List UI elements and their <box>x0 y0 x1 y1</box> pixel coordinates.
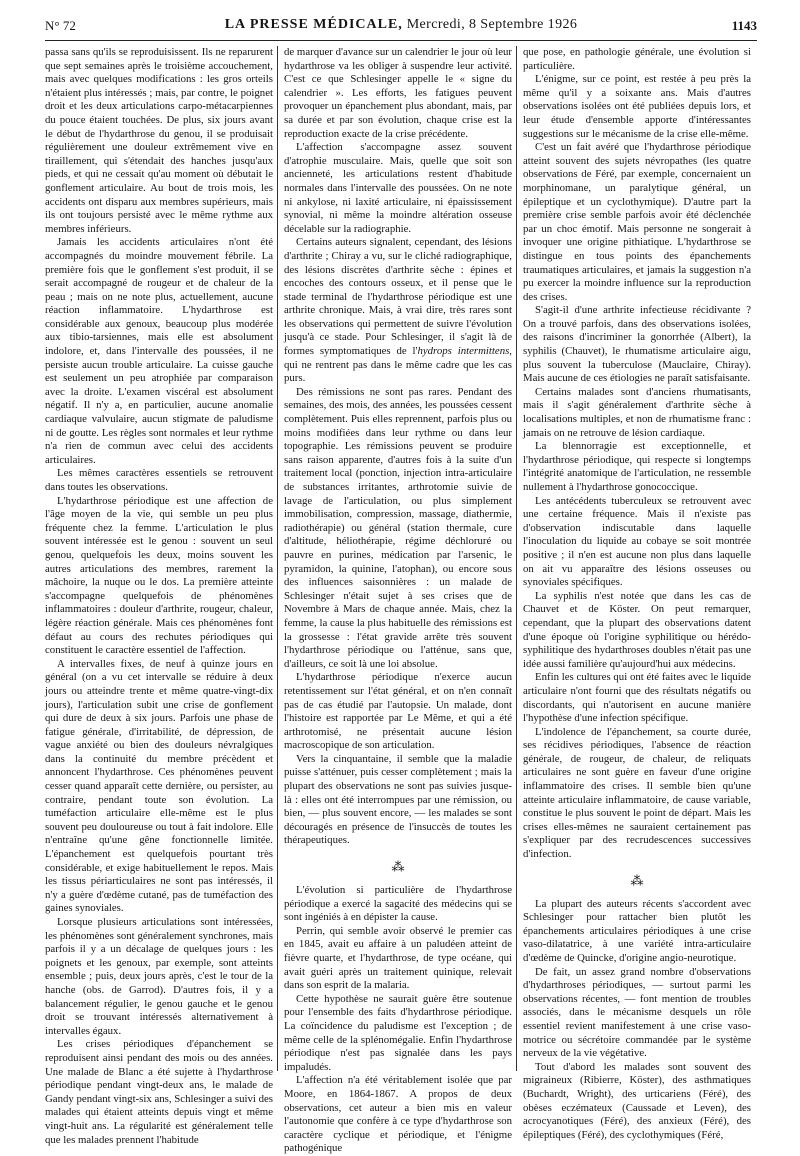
text-run: Certains auteurs signalent, cependant, des lésions d'arthrite ; Chiray a vu, sur le cliché radiographique, des lésions discrètes d'arthrite sèche : épines et encoches des contours osseux, et il pense que le stade terminal de l'hydarthrose périodique est une arthrite chronique. Mais, à vrai dire, très rares sont les observations qui permettent de suivre l'évolution jusqu'à ce stade. Pour Schlesinger, il s'agit là de formes symptomatiques de l' <box>284 236 512 358</box>
paragraph: Enfin les cultures qui ont été faites avec le liquide articulaire n'ont fourni que des résultats négatifs ou discordants, qui n'autorisent en aucune manière l'hypothèse d'une infection spécifique. <box>523 671 751 725</box>
paragraph: La plupart des auteurs récents s'accordent avec Schlesinger pour rattacher bien plutôt les épanchements articulaires périodiques à une crise vaso-dilatatrice, à une variété intra-articulaire d'œdème de Quincke, d'origine angio-neurotique. <box>523 897 751 964</box>
paragraph: Cette hypothèse ne saurait guère être soutenue pour l'ensemble des faits d'hydarthrose périodique. La coïncidence du paludisme est l'exception ; de même celle de la splénomégalie. Enfin l'hydarthrose périodique n'est pas signalée dans les pays impaludés. <box>284 992 512 1073</box>
paragraph: La syphilis n'est notée que dans les cas de Chauvet et de Köster. On peut remarquer, cependant, que la plupart des observations datent d'une époque où l'origine syphilitique ou hérédo-syphilitique des hydarthroses doubles n'était pas une idée aussi familière qu'aujourd'hui aux médecins. <box>523 589 751 670</box>
issue-date: Mercredi, 8 Septembre 1926 <box>402 17 578 32</box>
paragraph: Vers la cinquantaine, il semble que la maladie puisse s'atténuer, puis cesser complètement ; mais la plupart des observations ne sont pas suivies jusque-là : elles ont été interrompues par une rémission, ou bien, — plus souvent encore, — les malades se sont découragés en présence de l'insuccès de toutes les thérapeutiques. <box>284 752 512 847</box>
issue-number: N° 72 <box>45 18 76 33</box>
column-3 <box>523 46 751 1141</box>
paragraph: L'affection s'accompagne assez souvent d'atrophie musculaire. Mais, quelle que soit son ancienneté, les articulations restent d'habitude normales dans l'intervalle des poussées. On ne note ni ankylose, ni laxité articulaire, ni épaississement synovial, ni même la moindre altération osseuse décelable sur la radiographie. <box>284 141 512 235</box>
paragraph: L'évolution si particulière de l'hydarthrose périodique a exercé la sagacité des médecins qui se sont ingéniés à en dépister la cause. <box>284 884 512 924</box>
paragraph: Lorsque plusieurs articulations sont intéressées, les phénomènes sont généralement synchrones, mais parfois il y a un décalage de quelques jours : les poignets et les genoux, par exemple, sont atteints ensemble ; puis, deux jours après, c'est le tour de la hanche (obs. de Garrod). D'autres fois, il y a balancement régulier, le genou gauche et le genou droit se trouvant intéressés alternativement à intervalles égaux. <box>45 916 273 1037</box>
paragraph: L'énigme, sur ce point, est restée à peu près la même qu'il y a soixante ans. Mais d'autres observations isolées ont été publiées depuis lors, et leur étude d'ensemble apporte d'intéressantes suggestions sur le mécanisme de la crise elle-même. <box>523 73 751 140</box>
italic-term: hydrops intermittens <box>417 345 510 358</box>
paragraph: Les crises périodiques d'épanchement se reproduisent ainsi pendant des mois ou des années. Une malade de Blanc a été sujette à l'hydarthrose périodique pendant vingt-deux ans, le malade de Gandy pendant vingt-six ans, Schlesinger a suivi des malades qui étaient atteints depuis vingt et même vingt-huit ans. La régularité est généralement telle que les malades prennent l'habitude <box>45 1038 273 1146</box>
page-header <box>45 14 757 41</box>
paragraph: S'agit-il d'une arthrite infectieuse récidivante ? On a trouvé parfois, dans des observations isolées, des raisons d'incriminer la gonorrhée (Albert), la syphilis (Chauvet), le rhumatisme articulaire aigu, plus souvent la tuberculose (Mauclaire, Chiray). Mais aucune de ces étiologies ne paraît satisfaisante. <box>523 304 751 385</box>
paragraph: L'affection n'a été véritablement isolée que par Moore, en 1864-1867. A propos de deux observations, cet auteur a bien mis en valeur l'autonomie que confère à ce type d'hydarthrose son caractère cyclique et périodique, et l'énigme pathogénique <box>284 1074 512 1155</box>
paragraph: A intervalles fixes, de neuf à quinze jours en général (on a vu cet intervalle se réduire à deux jours ou atteindre trente et même quatre-vingt-dix jours), l'articulation subit une crise de gonflement qui dure de deux à six jours. Parfois une phase de fatigue générale, d'irritabilité, de dépression, de vague anxiété ou bien des douleurs névralgiques dans la continuité du membre précèdent et annoncent l'hydarthrose. Ces phénomènes peuvent cesser quand apparaît cette dernière, ou persister, au contraire, pendant toute son évolution. La tuméfaction articulaire elle-même est le plus souvent peu douloureuse ou tout à fait indolore. Elle n'entraîne qu'une gêne fonctionnelle limitée. L'épanchement est quelquefois pourtant très considérable, et exige habituellement le repos. Mais les tissus périarticulaires ne sont pas intéressés, il n'y a guère d'œdème cutané, pas de tuméfaction des gaines synoviales. <box>45 657 273 915</box>
paragraph: Les mêmes caractères essentiels se retrouvent dans toutes les observations. <box>45 467 273 493</box>
column-rule-left <box>277 46 278 1071</box>
paragraph: La blennorragie est exceptionnelle, et l'hydarthrose périodique, qui respecte si longtemps l'intégrité anatomique de l'articulation, ne ressemble nullement à l'hydarthrose gonococcique. <box>523 440 751 493</box>
section-separator: ⁂ <box>630 872 644 888</box>
paragraph: Jamais les accidents articulaires n'ont été accompagnés du moindre mouvement fébrile. La première fois que le gonflement s'est produit, il se serait accompagné de rougeur et de chaleur de la peau ; mais on ne note plus, actuellement, aucune réaction inflammatoire. L'hydarthrose est considérable aux genoux, beaucoup plus modérée aux tibio-tarsiennes, mais elle est absolument indolore, et, dans l'intervalle des poussées, il ne persiste aucun trouble articulaire. La cuisse gauche est seulement un peu atrophiée par comparaison avec la droite. L'examen viscéral est absolument négatif. Il n'y a, en particulier, aucune anomalie cardiaque valvulaire, aucun stigmate de paludisme ni de goutte. Les règles sont normales et leur rythme n'a rien de commun avec celui des accidents articulaires. <box>45 236 273 466</box>
column-1 <box>45 46 273 1146</box>
paragraph: De fait, un assez grand nombre d'observations d'hydarthroses périodiques, — surtout parmi les observations récentes, — font mention de troubles associés, dans le mécanisme desquels un rôle essentiel revient manifestement à une crise vaso-motrice ou sécrétoire commandée par le système nerveux de la vie végétative. <box>523 965 751 1060</box>
paragraph: de marquer d'avance sur un calendrier le jour où leur hydarthrose va les obliger à suspendre leur activité. C'est ce que Schlesinger appelle le « signe du calendrier ». Les efforts, les fatigues peuvent provoquer un épanchement plus abondant, mais, par sa durée et par son évolution, chaque crise est la reproduction exacte de la crise précédente. <box>284 46 512 140</box>
page-number: 1143 <box>731 18 757 33</box>
paragraph: C'est un fait avéré que l'hydarthrose périodique atteint souvent des sujets névropathes (les quatre observations de Féré, par exemple, concernaient un morphinomane, un paralytique général, un épileptique et un cyclothymique). D'autre part la première crise semble parfois avoir été déclenchée par un choc émotif. Mais personne ne songerait à invoquer une origine pithiatique. L'hydarthrose se distingue en tous points des épanchements traumatiques articulaires, et jamais la suggestion n'a pu exercer la moindre influence sur la reproduction des crises. <box>523 141 751 303</box>
paragraph: L'hydarthrose périodique est une affection de l'âge moyen de la vie, qui semble un peu plus fréquente chez la femme. L'articulation le plus souvent intéressée est le genou : souvent un seul genou, quelquefois les deux, moins souvent les autres articulations des membres, rarement la mâchoire, la nuque ou le dos. La première atteinte s'accompagne quelquefois de phénomènes inflammatoires : douleur d'arthrite, rougeur, chaleur, légère réaction générale. Mais ces phénomènes font défaut au cours des rechutes périodiques qui constituent le caractère essentiel de l'affection. <box>45 494 273 657</box>
paragraph <box>284 236 512 386</box>
paragraph: que pose, en pathologie générale, une évolution si particulière. <box>523 46 751 72</box>
paragraph: Certains malades sont d'anciens rhumatisants, mais il s'agit généralement d'arthrite sèche à localisations multiples, et non de rhumatisme franc : jamais on ne retrouve de lésion cardiaque. <box>523 385 751 439</box>
paragraph: passa sans qu'ils se reproduisissent. Ils ne reparurent que sept semaines après le troisième accouchement, mais avec quelques modifications : les gros orteils n'étaient plus intéressés ; mais, par contre, le poignet droit et les deux articulations carpo-métacarpiennes du pouce étaient touchées. De plus, six jours avant le début de l'hydarthrose du genou, il se produisait régulièrement une douleur extrêmement vive en tiraillement, qui s'étendait des hanches jusqu'aux pieds, et qui ne cessait qu'au moment où débutait le gonflement articulaire. Au bout de trois mois, les accidents ont disparu aux membres supérieurs, mais ils ont toujours persisté avec le même rythme aux membres inférieurs. <box>45 46 273 235</box>
section-separator: ⁂ <box>391 859 405 875</box>
paragraph: Tout d'abord les malades sont souvent des migraineux (Ribierre, Köster), des asthmatiques (Buchardt, Wright), des urticariens (Féré), des obèses eczémateux (Caussade et Leven), des acrocyanotiques (Féré), des anxieux (Féré), des épileptiques (Féré), des cyclothymiques (Féré, <box>523 1060 751 1141</box>
paragraph: L'hydarthrose périodique n'exerce aucun retentissement sur l'état général, et on n'en connaît pas de cas étudié par l'autopsie. Un malade, dont l'histoire est rapportée par Le Même, et qui a été arthrotomisé, ne présentait aucune lésion macroscopique de son articulation. <box>284 671 512 752</box>
column-2 <box>284 46 512 1155</box>
paragraph: Les antécédents tuberculeux se retrouvent avec une certaine fréquence. Mais il n'existe pas d'observation indiscutable dans laquelle l'inoculation du liquide au cobaye se soit montrée positive ; il n'en est aucune non plus dans laquelle on ait vu apparaître des lésions osseuses ou synoviales spécifiques. <box>523 494 751 589</box>
column-rule-right <box>516 46 517 1071</box>
paragraph: Des rémissions ne sont pas rares. Pendant des semaines, des mois, des années, les poussées cessent complètement. Puis elles reprennent, parfois plus ou moins modifiées dans leur rythme ou dans leur topographie. Les rémissions peuvent se produire sans raison apparente, d'autres fois à la suite d'un traitement local (ponction, injection intra-articulaire de substances irritantes, arthrotomie suivie de lavage de l'articulation, ou plus simplement immobilisation, compression, massage, diathermie, radiothérapie) ou général (station thermale, cure d'altitude, héliothérapie, régime déchloruré ou pauvre en purines, médication par l'arsenic, le pyramidon, la quinine, l'atophan), ou encore sous des influences saisonnières : un malade de Schlesinger n'était sujet à ses crises que de Novembre à Mars de chaque année. Mais, chez la femme, la cause la plus habituelle des rémissions est la grossesse : l'état gravide arrête très souvent l'hydarthrose périodique ou l'atténue, sans que, d'ailleurs, ce soit là une loi absolue. <box>284 385 512 670</box>
paragraph: Perrin, qui semble avoir observé le premier cas en 1845, avait eu affaire à un paludéen atteint de fièvre quarte, et l'hydarthrose, de type océane, qui avait guéri après un traitement quinique, relevait dans son esprit de la malaria. <box>284 924 512 992</box>
paragraph: L'indolence de l'épanchement, sa courte durée, ses récidives périodiques, l'absence de réaction générale, de rougeur, de chaleur, de reliquats articulaires ne sont guère en faveur d'une origine inflammatoire des crises. Il semble bien qu'une atteinte articulaire inflammatoire, de cause variable, constitue le plus souvent le point de départ. Mais les crises elles-mêmes ne sauraient certainement pas s'expliquer par des recrudescences successives d'infection. <box>523 725 751 861</box>
masthead <box>45 17 757 33</box>
text-run: , qui ne rentrent pas dans le même cadre que les cas purs. <box>284 345 512 385</box>
paper-title: LA PRESSE MÉDICALE, <box>224 17 403 32</box>
